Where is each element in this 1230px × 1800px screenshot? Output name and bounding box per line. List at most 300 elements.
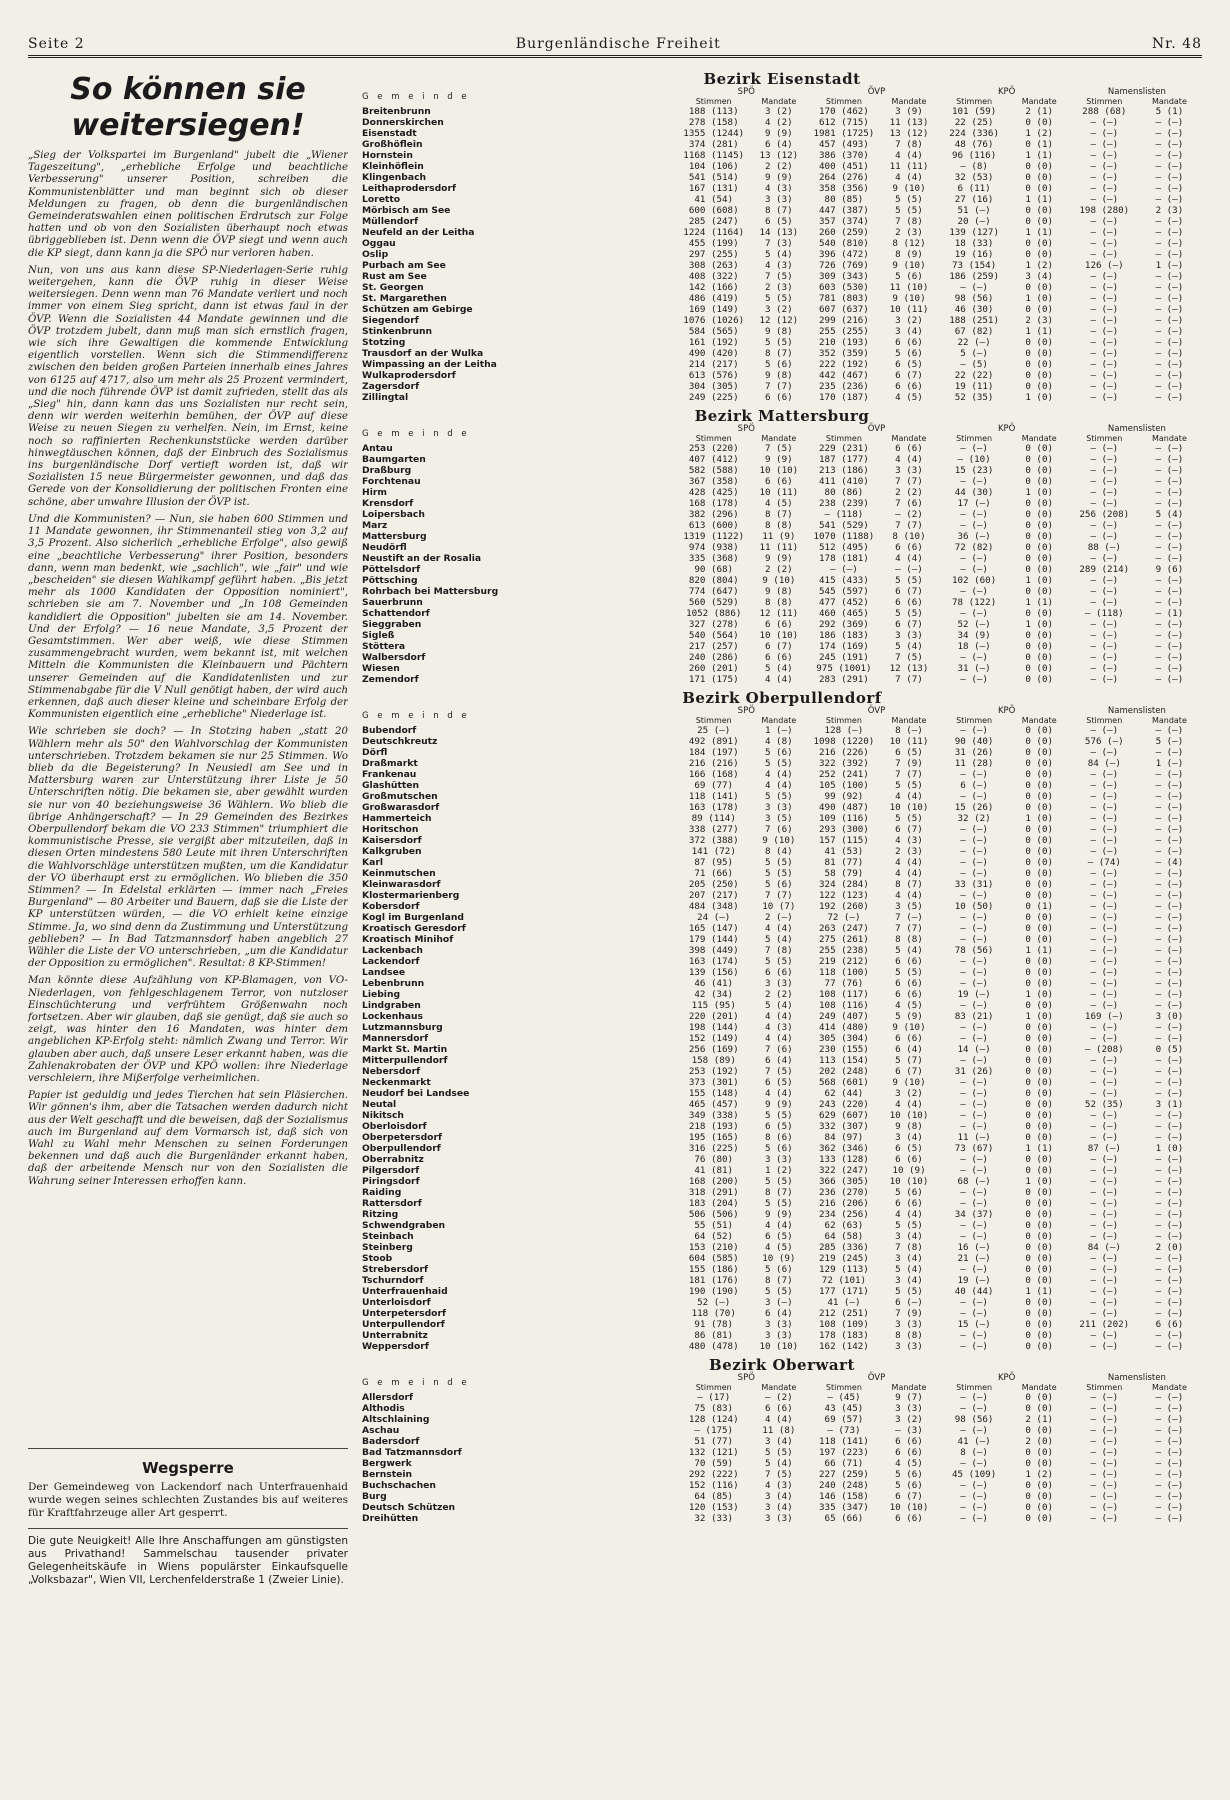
result-cell: 540 (564): [688, 630, 739, 641]
result-cell: 255 (238): [819, 945, 869, 956]
table-row: [362, 1176, 1202, 1187]
table-row: [362, 1480, 1202, 1491]
column-stimmen: Stimmen: [695, 1383, 732, 1392]
result-cell: 80 (85): [824, 194, 864, 205]
municipality-name: Lebenbrunn: [362, 978, 425, 989]
table-row: [362, 1000, 1202, 1011]
column-party-ovp: ÖVP: [867, 424, 886, 434]
result-cell: 6 (6): [895, 978, 923, 989]
municipality-name: Bad Tatzmannsdorf: [362, 1447, 462, 1458]
table-row: [362, 183, 1202, 194]
result-cell: — (—): [1090, 1341, 1119, 1352]
table-row: [362, 1121, 1202, 1132]
result-cell: 545 (597): [819, 586, 869, 597]
result-cell: 4 (3): [764, 1022, 793, 1033]
result-cell: 0 (0): [1025, 1187, 1054, 1198]
result-cell: — (2): [764, 1392, 793, 1403]
result-cell: 1 (2): [1025, 1469, 1054, 1480]
result-cell: 3 (3): [764, 1319, 793, 1330]
column-party-namen: Namenslisten: [1107, 424, 1166, 434]
result-cell: — (—): [1155, 1308, 1184, 1319]
district-title: Bezirk Mattersburg: [694, 407, 870, 425]
left-column: [28, 68, 348, 1796]
result-cell: 5 (5): [764, 293, 793, 304]
result-cell: — (—): [1155, 1502, 1184, 1513]
table-row: [362, 128, 1202, 139]
result-cell: — (—): [960, 912, 988, 923]
result-cell: 8 (8): [895, 1330, 923, 1341]
municipality-name: Deutschkreutz: [362, 736, 438, 747]
table-row: [362, 1154, 1202, 1165]
result-cell: 414 (480): [819, 1022, 869, 1033]
result-cell: 372 (388): [688, 835, 739, 846]
municipality-name: Aschau: [362, 1425, 400, 1436]
result-cell: 165 (147): [688, 923, 739, 934]
result-cell: — (—): [1090, 348, 1119, 359]
result-cell: 9 (9): [764, 128, 793, 139]
result-cell: 10 (10): [759, 465, 799, 476]
result-cell: 0 (0): [1025, 846, 1054, 857]
result-cell: 6 (6): [1155, 1319, 1184, 1330]
result-cell: 198 (144): [688, 1022, 739, 1033]
result-cell: 15 (—): [957, 1319, 991, 1330]
result-cell: — (—): [1090, 1231, 1119, 1242]
table-row: [362, 106, 1202, 117]
result-cell: — (—): [1090, 824, 1119, 835]
result-cell: 253 (192): [688, 1066, 739, 1077]
result-cell: 7 (6): [764, 824, 793, 835]
result-cell: 1 (0): [1025, 619, 1054, 630]
result-cell: 218 (193): [688, 1121, 739, 1132]
result-cell: 6 (6): [895, 597, 923, 608]
result-cell: 78 (122): [951, 597, 997, 608]
table-row: [362, 879, 1202, 890]
result-cell: 4 (4): [895, 454, 923, 465]
result-cell: 1098 (1220): [813, 736, 875, 747]
result-cell: — (—): [960, 967, 988, 978]
table-row: [362, 652, 1202, 663]
column-stimmen: Stimmen: [956, 716, 993, 725]
result-cell: 6 (6): [895, 989, 923, 1000]
result-cell: — (175): [694, 1425, 734, 1436]
result-cell: 11 (—): [957, 1132, 991, 1143]
result-cell: 13 (12): [889, 128, 929, 139]
result-cell: 447 (387): [819, 205, 869, 216]
table-row: [362, 586, 1202, 597]
result-cell: — (—): [1090, 597, 1119, 608]
result-cell: — (—): [1155, 1480, 1184, 1491]
table-row: [362, 1308, 1202, 1319]
result-cell: — (—): [1090, 989, 1119, 1000]
result-cell: 4 (4): [764, 780, 793, 791]
municipality-name: Krensdorf: [362, 498, 414, 509]
column-stimmen: Stimmen: [956, 97, 993, 106]
result-cell: 3 (4): [764, 1491, 793, 1502]
result-cell: 0 (0): [1025, 912, 1054, 923]
result-cell: 4 (4): [895, 553, 923, 564]
result-cell: — (—): [1155, 835, 1184, 846]
result-cell: — (—): [1155, 1198, 1184, 1209]
municipality-name: Wimpassing an der Leitha: [362, 359, 497, 370]
result-cell: — (—): [1090, 194, 1119, 205]
result-cell: — (—): [1090, 923, 1119, 934]
result-cell: — (—): [1155, 139, 1184, 150]
municipality-name: Mitterpullendorf: [362, 1055, 448, 1066]
result-cell: 0 (0): [1025, 1392, 1054, 1403]
result-cell: 4 (2): [764, 117, 793, 128]
result-cell: 75 (83): [694, 1403, 734, 1414]
result-cell: — (—): [1090, 161, 1119, 172]
results-table: [362, 1374, 1202, 1524]
result-cell: 260 (259): [819, 227, 869, 238]
result-cell: 1 (1): [1025, 1143, 1054, 1154]
result-cell: 0 (0): [1025, 531, 1054, 542]
result-cell: 66 (71): [824, 1458, 864, 1469]
result-cell: 32 (2): [957, 813, 991, 824]
result-cell: 5 (4): [764, 1000, 793, 1011]
result-cell: — (—): [1090, 304, 1119, 315]
result-cell: 8 (10): [892, 531, 926, 542]
result-cell: — (—): [1155, 575, 1184, 586]
table-row: [362, 1502, 1202, 1513]
result-cell: 222 (192): [819, 359, 869, 370]
result-cell: 0 (0): [1025, 857, 1054, 868]
result-cell: 374 (281): [688, 139, 739, 150]
result-cell: — (—): [1090, 1469, 1119, 1480]
column-mandate: Mandate: [1021, 434, 1057, 443]
result-cell: 238 (239): [819, 498, 869, 509]
result-cell: — (—): [960, 1220, 988, 1231]
result-cell: — (—): [1155, 967, 1184, 978]
result-cell: 109 (116): [819, 813, 869, 824]
table-row: [362, 674, 1202, 685]
result-cell: — (—): [960, 1187, 988, 1198]
result-cell: — (—): [960, 1502, 988, 1513]
result-cell: 33 (31): [954, 879, 994, 890]
result-cell: — (—): [1090, 1088, 1119, 1099]
result-cell: 69 (77): [694, 780, 734, 791]
municipality-name: Bernstein: [362, 1469, 413, 1480]
result-cell: — (73): [827, 1425, 861, 1436]
result-cell: 216 (206): [819, 1198, 869, 1209]
result-cell: — (—): [1090, 465, 1119, 476]
municipality-name: Altschlaining: [362, 1414, 430, 1425]
municipality-name: Kleinhöflein: [362, 161, 424, 172]
municipality-name: Rohrbach bei Mattersburg: [362, 586, 499, 597]
result-cell: 349 (338): [688, 1110, 739, 1121]
result-cell: 84 (97): [824, 1132, 864, 1143]
result-cell: 0 (0): [1025, 1341, 1054, 1352]
result-cell: — (—): [1155, 652, 1184, 663]
municipality-name: Müllendorf: [362, 216, 419, 227]
result-cell: — (—): [1090, 216, 1119, 227]
result-cell: 64 (58): [824, 1231, 864, 1242]
result-cell: 8 (8): [764, 597, 793, 608]
result-cell: — (—): [1155, 1165, 1184, 1176]
result-cell: — (—): [1090, 326, 1119, 337]
district-title: Bezirk Eisenstadt: [703, 70, 861, 88]
municipality-name: Weppersdorf: [362, 1341, 429, 1352]
table-row: [362, 293, 1202, 304]
result-cell: 41 (54): [694, 194, 734, 205]
municipality-name: Lackendorf: [362, 956, 420, 967]
result-cell: — (—): [960, 868, 988, 879]
result-cell: 8 (7): [764, 1187, 793, 1198]
result-cell: — (—): [1090, 1209, 1119, 1220]
result-cell: 1 (—): [1155, 758, 1184, 769]
table-row: [362, 315, 1202, 326]
table-row: [362, 553, 1202, 564]
result-cell: — (—): [1155, 476, 1184, 487]
result-cell: 477 (452): [819, 597, 869, 608]
result-cell: 4 (4): [895, 150, 923, 161]
result-cell: 5 (6): [895, 1187, 923, 1198]
result-cell: 62 (63): [824, 1220, 864, 1231]
result-cell: — (—): [1090, 956, 1119, 967]
result-cell: 234 (256): [819, 1209, 869, 1220]
result-cell: 177 (171): [819, 1286, 869, 1297]
result-cell: 0 (0): [1025, 1077, 1054, 1088]
result-cell: 352 (359): [819, 348, 869, 359]
result-cell: 132 (121): [688, 1447, 739, 1458]
result-cell: — (—): [1090, 1187, 1119, 1198]
result-cell: 19 (—): [957, 989, 991, 1000]
result-cell: 40 (44): [954, 1286, 994, 1297]
table-row: [362, 597, 1202, 608]
column-mandate: Mandate: [1151, 434, 1187, 443]
result-cell: 0 (0): [1025, 1132, 1054, 1143]
result-cell: 157 (115): [819, 835, 869, 846]
result-cell: 0 (0): [1025, 934, 1054, 945]
result-cell: 6 (4): [764, 1308, 793, 1319]
result-cell: — (—): [1155, 791, 1184, 802]
result-cell: 77 (76): [824, 978, 864, 989]
table-row: [362, 498, 1202, 509]
municipality-name: Keinmutschen: [362, 868, 436, 879]
result-cell: 158 (89): [691, 1055, 736, 1066]
table-row: [362, 1297, 1202, 1308]
result-cell: 3 (—): [764, 1297, 793, 1308]
result-cell: — (—): [960, 1033, 988, 1044]
result-cell: 4 (5): [895, 1000, 923, 1011]
result-cell: — (—): [1155, 1022, 1184, 1033]
result-cell: 9 (7): [895, 1392, 923, 1403]
result-cell: 96 (116): [951, 150, 997, 161]
result-cell: 80 (86): [824, 487, 864, 498]
municipality-name: Sieggraben: [362, 619, 422, 630]
result-cell: 1 (0): [1025, 575, 1054, 586]
result-cell: 31 (26): [954, 747, 994, 758]
result-cell: — (—): [960, 1425, 988, 1436]
result-cell: 5 (4): [1155, 509, 1184, 520]
result-cell: — (—): [1155, 227, 1184, 238]
column-party-ovp: ÖVP: [867, 87, 886, 97]
result-cell: — (—): [1090, 1033, 1119, 1044]
table-row: [362, 641, 1202, 652]
result-cell: — (—): [1155, 901, 1184, 912]
result-cell: 415 (433): [819, 575, 869, 586]
result-cell: 128 (124): [688, 1414, 739, 1425]
column-stimmen: Stimmen: [695, 97, 732, 106]
result-cell: — (—): [960, 978, 988, 989]
result-cell: — (74): [1087, 857, 1121, 868]
result-cell: 10 (10): [889, 802, 929, 813]
result-cell: 5 (5): [764, 1286, 793, 1297]
result-cell: — (—): [1155, 1275, 1184, 1286]
table-row: [362, 967, 1202, 978]
result-cell: 4 (4): [764, 1011, 793, 1022]
column-stimmen: Stimmen: [1086, 434, 1123, 443]
result-cell: 0 (0): [1025, 923, 1054, 934]
district-title: Bezirk Oberwart: [709, 1356, 855, 1374]
municipality-name: Rust am See: [362, 271, 427, 282]
municipality-name: Strebersdorf: [362, 1264, 428, 1275]
result-cell: 174 (169): [819, 641, 869, 652]
result-cell: 1 (1): [1025, 150, 1054, 161]
result-cell: 211 (202): [1079, 1319, 1130, 1330]
table-row: [362, 619, 1202, 630]
result-cell: 72 (82): [954, 542, 994, 553]
result-cell: 115 (95): [691, 1000, 736, 1011]
municipality-name: Schattendorf: [362, 608, 430, 619]
result-cell: 5 (7): [895, 1055, 923, 1066]
result-cell: — (—): [1155, 359, 1184, 370]
result-cell: 0 (0): [1025, 304, 1054, 315]
result-cell: 34 (9): [957, 630, 991, 641]
result-cell: 67 (82): [954, 326, 994, 337]
result-cell: — (—): [1090, 978, 1119, 989]
result-cell: 5 (6): [895, 271, 923, 282]
result-cell: — (—): [1090, 1121, 1119, 1132]
result-cell: 0 (0): [1025, 1198, 1054, 1209]
result-cell: 240 (248): [819, 1480, 869, 1491]
result-cell: — (—): [960, 520, 988, 531]
notice-text: Der Gemeindeweg von Lackendorf nach Unterfrauenhaid wurde wegen seines schlechten Zustandes bis auf weiteres für Kraftfahrzeuge aller Art gesperrt.: [28, 1481, 348, 1519]
result-cell: 726 (769): [819, 260, 869, 271]
result-cell: 407 (412): [688, 454, 739, 465]
result-cell: — (—): [1090, 293, 1119, 304]
result-cell: — (—): [1090, 868, 1119, 879]
result-cell: 11 (8): [762, 1425, 796, 1436]
result-cell: 4 (4): [764, 1088, 793, 1099]
result-cell: — (—): [1155, 348, 1184, 359]
municipality-name: Mörbisch am See: [362, 205, 451, 216]
result-cell: 104 (106): [688, 161, 739, 172]
municipality-name: St. Georgen: [362, 282, 424, 293]
result-cell: 9 (10): [892, 1077, 926, 1088]
result-cell: 5 (5): [764, 1198, 793, 1209]
result-cell: 0 (0): [1025, 1110, 1054, 1121]
result-cell: 457 (493): [819, 139, 869, 150]
result-cell: — (—): [1155, 1436, 1184, 1447]
result-cell: 0 (0): [1025, 824, 1054, 835]
result-cell: — (—): [1090, 487, 1119, 498]
result-cell: 7 (5): [895, 652, 923, 663]
result-cell: 139 (127): [949, 227, 999, 238]
result-cell: — (—): [960, 835, 988, 846]
result-cell: 5 (5): [895, 205, 923, 216]
result-cell: 6 (4): [895, 1044, 923, 1055]
result-cell: — (—): [1090, 1436, 1119, 1447]
result-cell: 11 (13): [889, 117, 929, 128]
result-cell: 362 (346): [819, 1143, 869, 1154]
table-row: [362, 1436, 1202, 1447]
article-paragraph: Wie schrieben sie doch? — In Stotzing haben „statt 20 Wählern mehr als 50" den Wahlvorschlag der Kommunisten unterschrieben. Trotzdem bekamen sie nur 25 Stimmen. Wo blieb da die Begeisterung? In Neusiedl am See und in Mattersburg waren zur Unterstützung ihrer Liste je 50 Unterschriften nötig. Die bekamen sie, aber gewählt wurden sie nur von 40 beziehungsweise 36 Wählern. Wo blieb die übrige Anhängerschaft? — In 29 Gemeinden des Bezirkes Oberpullendorf bekam die VO 233 Stimmen" triumphiert die kommunistische Presse, sie vergißt aber mitzuteilen, daß in diesen Orten mindestens 580 Leute mit ihren Unterschriften die Wahlvorschläge unterstützen mußten, um die Kandidatur der VO überhaupt erst zu ermöglichen. Wo blieben die 350 Stimmen? — In Edelstal erklärten — immer nach „Freies Burgenland" — 80 Arbeiter und Bauern, daß sie die Liste der KP unterstützen würden, — die VO erhielt keine einzige Stimme. Ja, wo sind denn da Zustimmung und Unterstützung geblieben? — In Bad Tatzmannsdorf haben angeblich 27 Wähler die Liste der VO unterschrieben, „um die Kandidatur der Opposition zu ermöglichen". Resultat: 8 KP-Stimmen!: [28, 726, 348, 970]
column-stimmen: Stimmen: [956, 434, 993, 443]
result-cell: 4 (5): [764, 498, 793, 509]
notice-title: Wegsperre: [142, 1459, 234, 1477]
result-cell: 0 (0): [1025, 1275, 1054, 1286]
result-cell: 171 (175): [688, 674, 739, 685]
result-cell: — (—): [1090, 139, 1119, 150]
result-cell: — (—): [960, 769, 988, 780]
result-cell: 4 (3): [764, 260, 793, 271]
result-cell: 1981 (1725): [813, 128, 875, 139]
municipality-name: Sauerbrunn: [362, 597, 423, 608]
result-cell: 4 (3): [764, 183, 793, 194]
result-cell: 256 (169): [688, 1044, 739, 1055]
result-cell: 1 (2): [1025, 128, 1054, 139]
table-row: [362, 1458, 1202, 1469]
result-cell: 781 (803): [819, 293, 869, 304]
column-mandate: Mandate: [761, 97, 797, 106]
column-stimmen: Stimmen: [825, 716, 862, 725]
result-cell: — (—): [1155, 238, 1184, 249]
result-cell: 7 (9): [895, 1308, 923, 1319]
table-row: [362, 1132, 1202, 1143]
municipality-name: Pilgersdorf: [362, 1165, 420, 1176]
result-cell: 0 (0): [1025, 1000, 1054, 1011]
result-cell: 1052 (886): [686, 608, 742, 619]
result-cell: — (—): [1090, 575, 1119, 586]
result-cell: 0 (1): [1025, 139, 1054, 150]
result-cell: — (—): [1155, 216, 1184, 227]
result-cell: — (—): [1155, 553, 1184, 564]
result-cell: — (—): [1155, 1088, 1184, 1099]
result-cell: — (—): [960, 1055, 988, 1066]
result-cell: — (—): [1155, 1414, 1184, 1425]
result-cell: 396 (472): [819, 249, 869, 260]
result-cell: 6 (7): [895, 824, 923, 835]
result-cell: 3 (2): [895, 1414, 923, 1425]
column-party-kpo: KPÖ: [997, 87, 1016, 97]
result-cell: — (—): [1090, 337, 1119, 348]
result-cell: — (—): [960, 923, 988, 934]
result-cell: 84 (—): [1087, 1242, 1121, 1253]
result-cell: 10 (9): [762, 1253, 796, 1264]
result-cell: — (—): [1155, 868, 1184, 879]
result-cell: 118 (100): [819, 967, 869, 978]
municipality-name: Kleinwarasdorf: [362, 879, 441, 890]
result-cell: 41 (—): [827, 1297, 861, 1308]
result-cell: 490 (420): [688, 348, 739, 359]
result-cell: 163 (178): [688, 802, 739, 813]
result-cell: 42 (34): [694, 989, 734, 1000]
municipality-name: Lindgraben: [362, 1000, 421, 1011]
result-cell: — (—): [1155, 381, 1184, 392]
municipality-name: Unterrabnitz: [362, 1330, 428, 1341]
result-cell: 10 (10): [889, 1502, 929, 1513]
result-cell: — (—): [1155, 1000, 1184, 1011]
result-cell: 52 (35): [954, 392, 994, 403]
result-cell: 153 (210): [688, 1242, 739, 1253]
result-cell: — (—): [960, 857, 988, 868]
result-cell: 62 (44): [824, 1088, 864, 1099]
result-cell: 5 (5): [764, 337, 793, 348]
result-cell: 4 (4): [764, 769, 793, 780]
result-cell: — (—): [1155, 454, 1184, 465]
page-number: Seite 2: [28, 36, 85, 52]
